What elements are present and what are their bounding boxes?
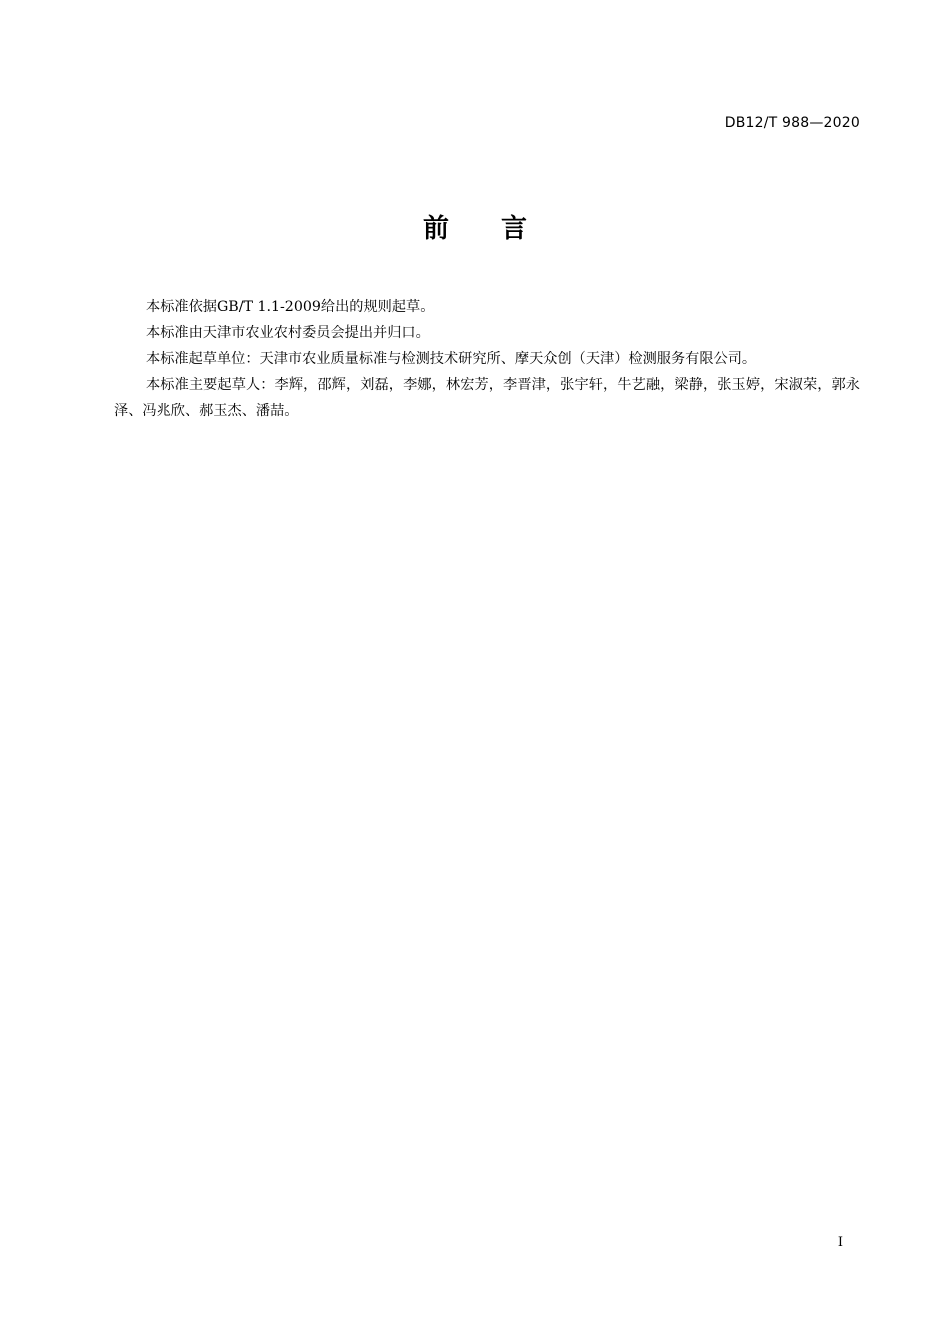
paragraph-proposer: 本标准由天津市农业农村委员会提出并归口。 [146, 325, 430, 341]
paragraph-drafting-units: 本标准起草单位：天津市农业质量标准与检测技术研究所、摩天众创（天津）检测服务有限公司。 [146, 351, 757, 367]
page-number: I [837, 1235, 843, 1250]
paragraph-drafters: 本标准主要起草人：李辉，邵辉，刘磊，李娜，林宏芳，李晋津，张宇轩，牛艺融，梁静，张玉婷，宋淑荣，郭永泽、冯兆欣、郝玉杰、潘喆。 [114, 377, 860, 419]
standard-code: DB12/T 988—2020 [724, 115, 860, 131]
paragraph-drafting-rules: 本标准依据GB/T 1.1-2009给出的规则起草。 [146, 299, 435, 315]
foreword-body [114, 294, 860, 424]
title-char-1: 前 [422, 214, 449, 244]
title-char-2: 言 [501, 214, 528, 244]
page-title [0, 208, 950, 245]
